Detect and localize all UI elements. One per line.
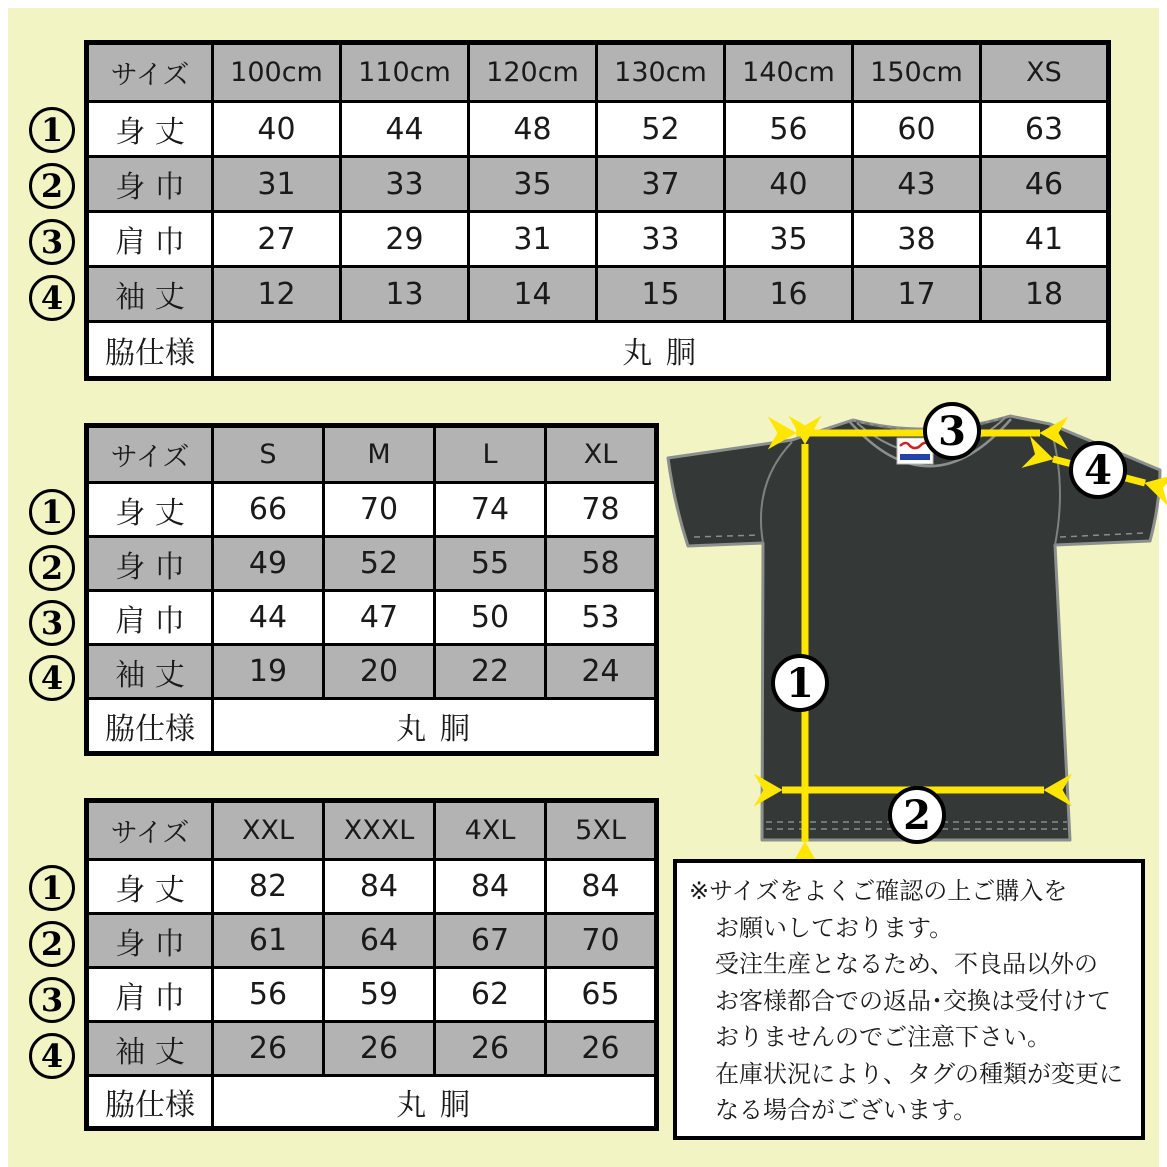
size-cell: 17 — [853, 267, 981, 322]
col-header: 110cm — [341, 43, 469, 102]
table-footer-row — [87, 322, 1109, 379]
side-spec-value: 丸 胴 — [213, 322, 1109, 379]
size-cell: 41 — [981, 212, 1109, 267]
col-header: M — [324, 426, 435, 483]
size-cell: 52 — [324, 537, 435, 591]
size-cell: 26 — [324, 1022, 435, 1076]
size-cell: 15 — [597, 267, 725, 322]
col-header: 150cm — [853, 43, 981, 102]
size-cell: 35 — [469, 157, 597, 212]
size-cell: 40 — [213, 102, 341, 157]
row-label: 袖 丈 — [87, 1022, 213, 1076]
table-row — [87, 267, 1109, 322]
shirt-marker-2: 2 — [903, 792, 931, 839]
table-row — [87, 102, 1109, 157]
size-cell: 70 — [546, 914, 657, 968]
size-cell: 55 — [435, 537, 546, 591]
size-cell: 18 — [981, 267, 1109, 322]
shirt-marker-3: 3 — [938, 408, 966, 455]
row-label: 身 丈 — [87, 860, 213, 914]
size-cell: 31 — [213, 157, 341, 212]
notice-box — [673, 859, 1145, 1140]
size-cell: 16 — [725, 267, 853, 322]
row-label: 脇仕様 — [87, 322, 213, 379]
tshirt-measurement-diagram — [660, 398, 1167, 860]
table-footer-row — [87, 1076, 657, 1129]
size-cell: 66 — [213, 483, 324, 537]
size-cell: 13 — [341, 267, 469, 322]
col-header: XXL — [213, 801, 324, 860]
size-cell: 61 — [213, 914, 324, 968]
row-label: 脇仕様 — [87, 1076, 213, 1129]
size-cell: 29 — [341, 212, 469, 267]
shirt-marker-1: 1 — [786, 660, 814, 707]
row-label: 身 巾 — [87, 157, 213, 212]
col-header: XL — [546, 426, 657, 483]
table-row — [87, 968, 657, 1022]
col-header: サイズ — [87, 43, 213, 102]
table-row — [87, 483, 657, 537]
side-spec-value: 丸 胴 — [213, 1076, 657, 1129]
notice-line: 受注生産となるため、不良品以外の — [715, 950, 1099, 978]
col-header: S — [213, 426, 324, 483]
size-cell: 12 — [213, 267, 341, 322]
size-cell: 26 — [546, 1022, 657, 1076]
col-header: XXXL — [324, 801, 435, 860]
size-table-big — [84, 798, 659, 1131]
row-label: 身 丈 — [87, 102, 213, 157]
size-cell: 31 — [469, 212, 597, 267]
row-marker-2: 2 — [29, 163, 75, 209]
col-header: L — [435, 426, 546, 483]
size-cell: 14 — [469, 267, 597, 322]
size-cell: 67 — [435, 914, 546, 968]
row-marker-3: 3 — [29, 219, 75, 265]
row-marker-4: 4 — [29, 1033, 75, 1079]
row-label: 脇仕様 — [87, 699, 213, 754]
table-row — [87, 860, 657, 914]
notice-line: ※サイズをよくご確認の上ご購入を — [689, 877, 1068, 905]
row-label: 身 巾 — [87, 914, 213, 968]
size-cell: 22 — [435, 645, 546, 699]
size-cell: 60 — [853, 102, 981, 157]
size-cell: 84 — [546, 860, 657, 914]
size-cell: 56 — [725, 102, 853, 157]
size-cell: 20 — [324, 645, 435, 699]
size-cell: 53 — [546, 591, 657, 645]
col-header: 120cm — [469, 43, 597, 102]
size-cell: 37 — [597, 157, 725, 212]
size-cell: 78 — [546, 483, 657, 537]
notice-line: おりませんのでご注意下さい。 — [715, 1023, 1051, 1051]
row-marker-1: 1 — [29, 489, 75, 535]
row-marker-2: 2 — [29, 921, 75, 967]
row-marker-3: 3 — [29, 977, 75, 1023]
size-table-kids — [84, 40, 1111, 381]
size-cell: 33 — [597, 212, 725, 267]
row-label: 肩 巾 — [87, 591, 213, 645]
notice-line: 在庫状況により、タグの種類が変更に — [715, 1059, 1123, 1088]
size-cell: 46 — [981, 157, 1109, 212]
size-cell: 74 — [435, 483, 546, 537]
table-row — [87, 1022, 657, 1076]
row-label: 袖 丈 — [87, 267, 213, 322]
size-cell: 56 — [213, 968, 324, 1022]
size-cell: 27 — [213, 212, 341, 267]
col-header: XS — [981, 43, 1109, 102]
col-header: 100cm — [213, 43, 341, 102]
col-header: 5XL — [546, 801, 657, 860]
row-label: 袖 丈 — [87, 645, 213, 699]
col-header: サイズ — [87, 801, 213, 860]
shirt-marker-4: 4 — [1084, 447, 1112, 494]
size-cell: 58 — [546, 537, 657, 591]
size-cell: 43 — [853, 157, 981, 212]
size-cell: 26 — [435, 1022, 546, 1076]
row-marker-3: 3 — [29, 600, 75, 646]
row-label: 身 巾 — [87, 537, 213, 591]
size-cell: 49 — [213, 537, 324, 591]
size-cell: 38 — [853, 212, 981, 267]
table-row — [87, 645, 657, 699]
row-label: 肩 巾 — [87, 212, 213, 267]
row-marker-4: 4 — [29, 275, 75, 321]
col-header: 130cm — [597, 43, 725, 102]
col-header: サイズ — [87, 426, 213, 483]
row-label: 身 丈 — [87, 483, 213, 537]
size-cell: 84 — [435, 860, 546, 914]
table-header-row — [87, 426, 657, 483]
size-cell: 40 — [725, 157, 853, 212]
col-header: 140cm — [725, 43, 853, 102]
size-cell: 47 — [324, 591, 435, 645]
row-marker-1: 1 — [29, 865, 75, 911]
size-cell: 24 — [546, 645, 657, 699]
table-row — [87, 591, 657, 645]
size-cell: 70 — [324, 483, 435, 537]
table-row — [87, 157, 1109, 212]
table-footer-row — [87, 699, 657, 754]
row-marker-2: 2 — [29, 545, 75, 591]
size-cell: 50 — [435, 591, 546, 645]
size-cell: 59 — [324, 968, 435, 1022]
notice-line: お客様都合での返品･交換は受付けて — [715, 986, 1111, 1015]
row-label: 肩 巾 — [87, 968, 213, 1022]
size-cell: 26 — [213, 1022, 324, 1076]
side-spec-value: 丸 胴 — [213, 699, 657, 754]
size-cell: 52 — [597, 102, 725, 157]
size-cell: 48 — [469, 102, 597, 157]
size-table-adult — [84, 423, 659, 756]
row-marker-1: 1 — [29, 107, 75, 153]
table-row — [87, 914, 657, 968]
size-cell: 44 — [341, 102, 469, 157]
table-header-row — [87, 801, 657, 860]
size-cell: 63 — [981, 102, 1109, 157]
size-cell: 82 — [213, 860, 324, 914]
notice-line: お願いしております。 — [715, 913, 954, 942]
size-cell: 44 — [213, 591, 324, 645]
size-cell: 35 — [725, 212, 853, 267]
size-cell: 64 — [324, 914, 435, 968]
size-cell: 33 — [341, 157, 469, 212]
table-row — [87, 212, 1109, 267]
table-header-row — [87, 43, 1109, 102]
notice-line: なる場合がございます。 — [715, 1096, 978, 1124]
size-cell: 62 — [435, 968, 546, 1022]
size-cell: 19 — [213, 645, 324, 699]
size-cell: 84 — [324, 860, 435, 914]
table-row — [87, 537, 657, 591]
row-marker-4: 4 — [29, 655, 75, 701]
size-cell: 65 — [546, 968, 657, 1022]
col-header: 4XL — [435, 801, 546, 860]
